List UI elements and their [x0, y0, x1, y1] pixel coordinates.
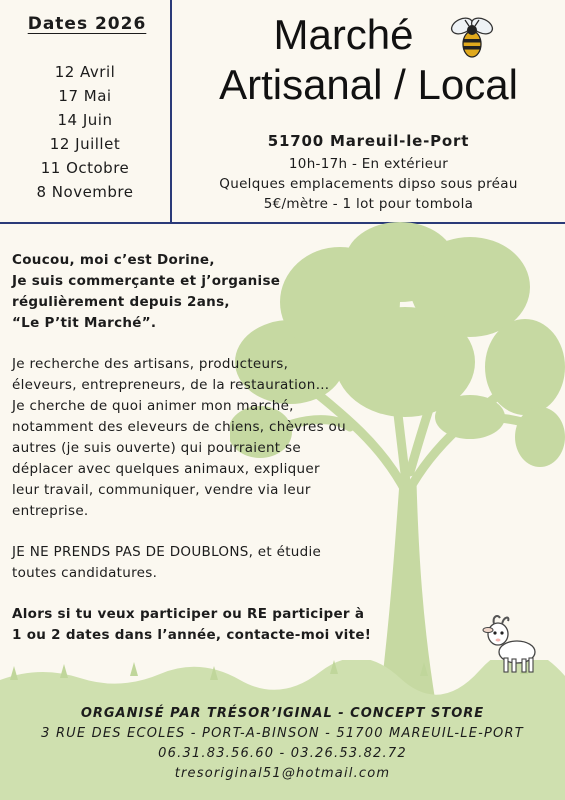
search-line: déplacer avec quelques animaux, expliquer: [12, 461, 320, 477]
cta-paragraph: [12, 604, 422, 646]
search-line: autres (je suis ouverte) qui pourraient se: [12, 440, 301, 456]
search-line: éleveurs, entrepreneurs, de la restauration…: [12, 377, 330, 393]
address: 3 RUE DES ECOLES - PORT-A-BINSON - 51700 MAREUIL-LE-PORT: [41, 726, 524, 741]
event-price: 5€/mètre - 1 lot pour tombola: [263, 196, 474, 212]
intro-line: Coucou, moi c’est Dorine,: [12, 252, 215, 268]
event-location: 51700 Mareuil-le-Port: [267, 132, 470, 150]
search-line: Je cherche de quoi animer mon marché,: [12, 398, 294, 414]
date-item: 12 Juillet: [49, 135, 121, 153]
goat-illustration: [482, 612, 542, 676]
footer: [0, 704, 565, 784]
rule-line: JE NE PRENDS PAS DE DOUBLONS, et étudie: [12, 544, 322, 560]
search-line: entreprise.: [12, 503, 89, 519]
cta-line: 1 ou 2 dates dans l’année, contacte-moi vite!: [12, 627, 372, 643]
intro-line: “Le P’tit Marché”.: [12, 315, 157, 331]
event-shelter: Quelques emplacements dipso sous préau: [219, 176, 518, 192]
cta-line: Alors si tu veux participer ou RE participer à: [12, 606, 365, 622]
date-list: [0, 60, 170, 204]
search-paragraph: [12, 354, 422, 522]
search-line: leur travail, communiquer, vendre via leur: [12, 482, 311, 498]
page-title: [172, 10, 565, 110]
date-item: 14 Juin: [57, 111, 113, 129]
date-item: 17 Mai: [58, 87, 112, 105]
date-item: 8 Novembre: [36, 183, 134, 201]
dates-title: Dates 2026: [27, 14, 147, 34]
header: [0, 0, 565, 225]
title-line-2: Artisanal / Local: [219, 61, 518, 108]
email-address: tresoriginal51@hotmail.com: [174, 766, 391, 781]
intro-line: régulièrement depuis 2ans,: [12, 294, 230, 310]
organizer: ORGANISÉ PAR TRÉSOR’IGINAL - CONCEPT STORE: [80, 706, 485, 721]
search-line: notamment des eleveurs de chiens, chèvres ou: [12, 419, 346, 435]
body-text: [12, 250, 422, 666]
event-info: [172, 130, 565, 214]
date-item: 11 Octobre: [40, 159, 130, 177]
search-line: Je recherche des artisans, producteurs,: [12, 356, 289, 372]
intro-line: Je suis commerçante et j’organise: [12, 273, 281, 289]
intro-paragraph: [12, 250, 422, 334]
phone-numbers: 06.31.83.56.60 - 03.26.53.82.72: [158, 746, 407, 761]
rule-line: toutes candidatures.: [12, 565, 158, 581]
event-hours: 10h-17h - En extérieur: [288, 156, 449, 172]
bee-icon: [447, 14, 497, 60]
date-item: 12 Avril: [54, 63, 116, 81]
rule-paragraph: [12, 542, 422, 584]
title-line-1: Marché: [273, 11, 414, 58]
